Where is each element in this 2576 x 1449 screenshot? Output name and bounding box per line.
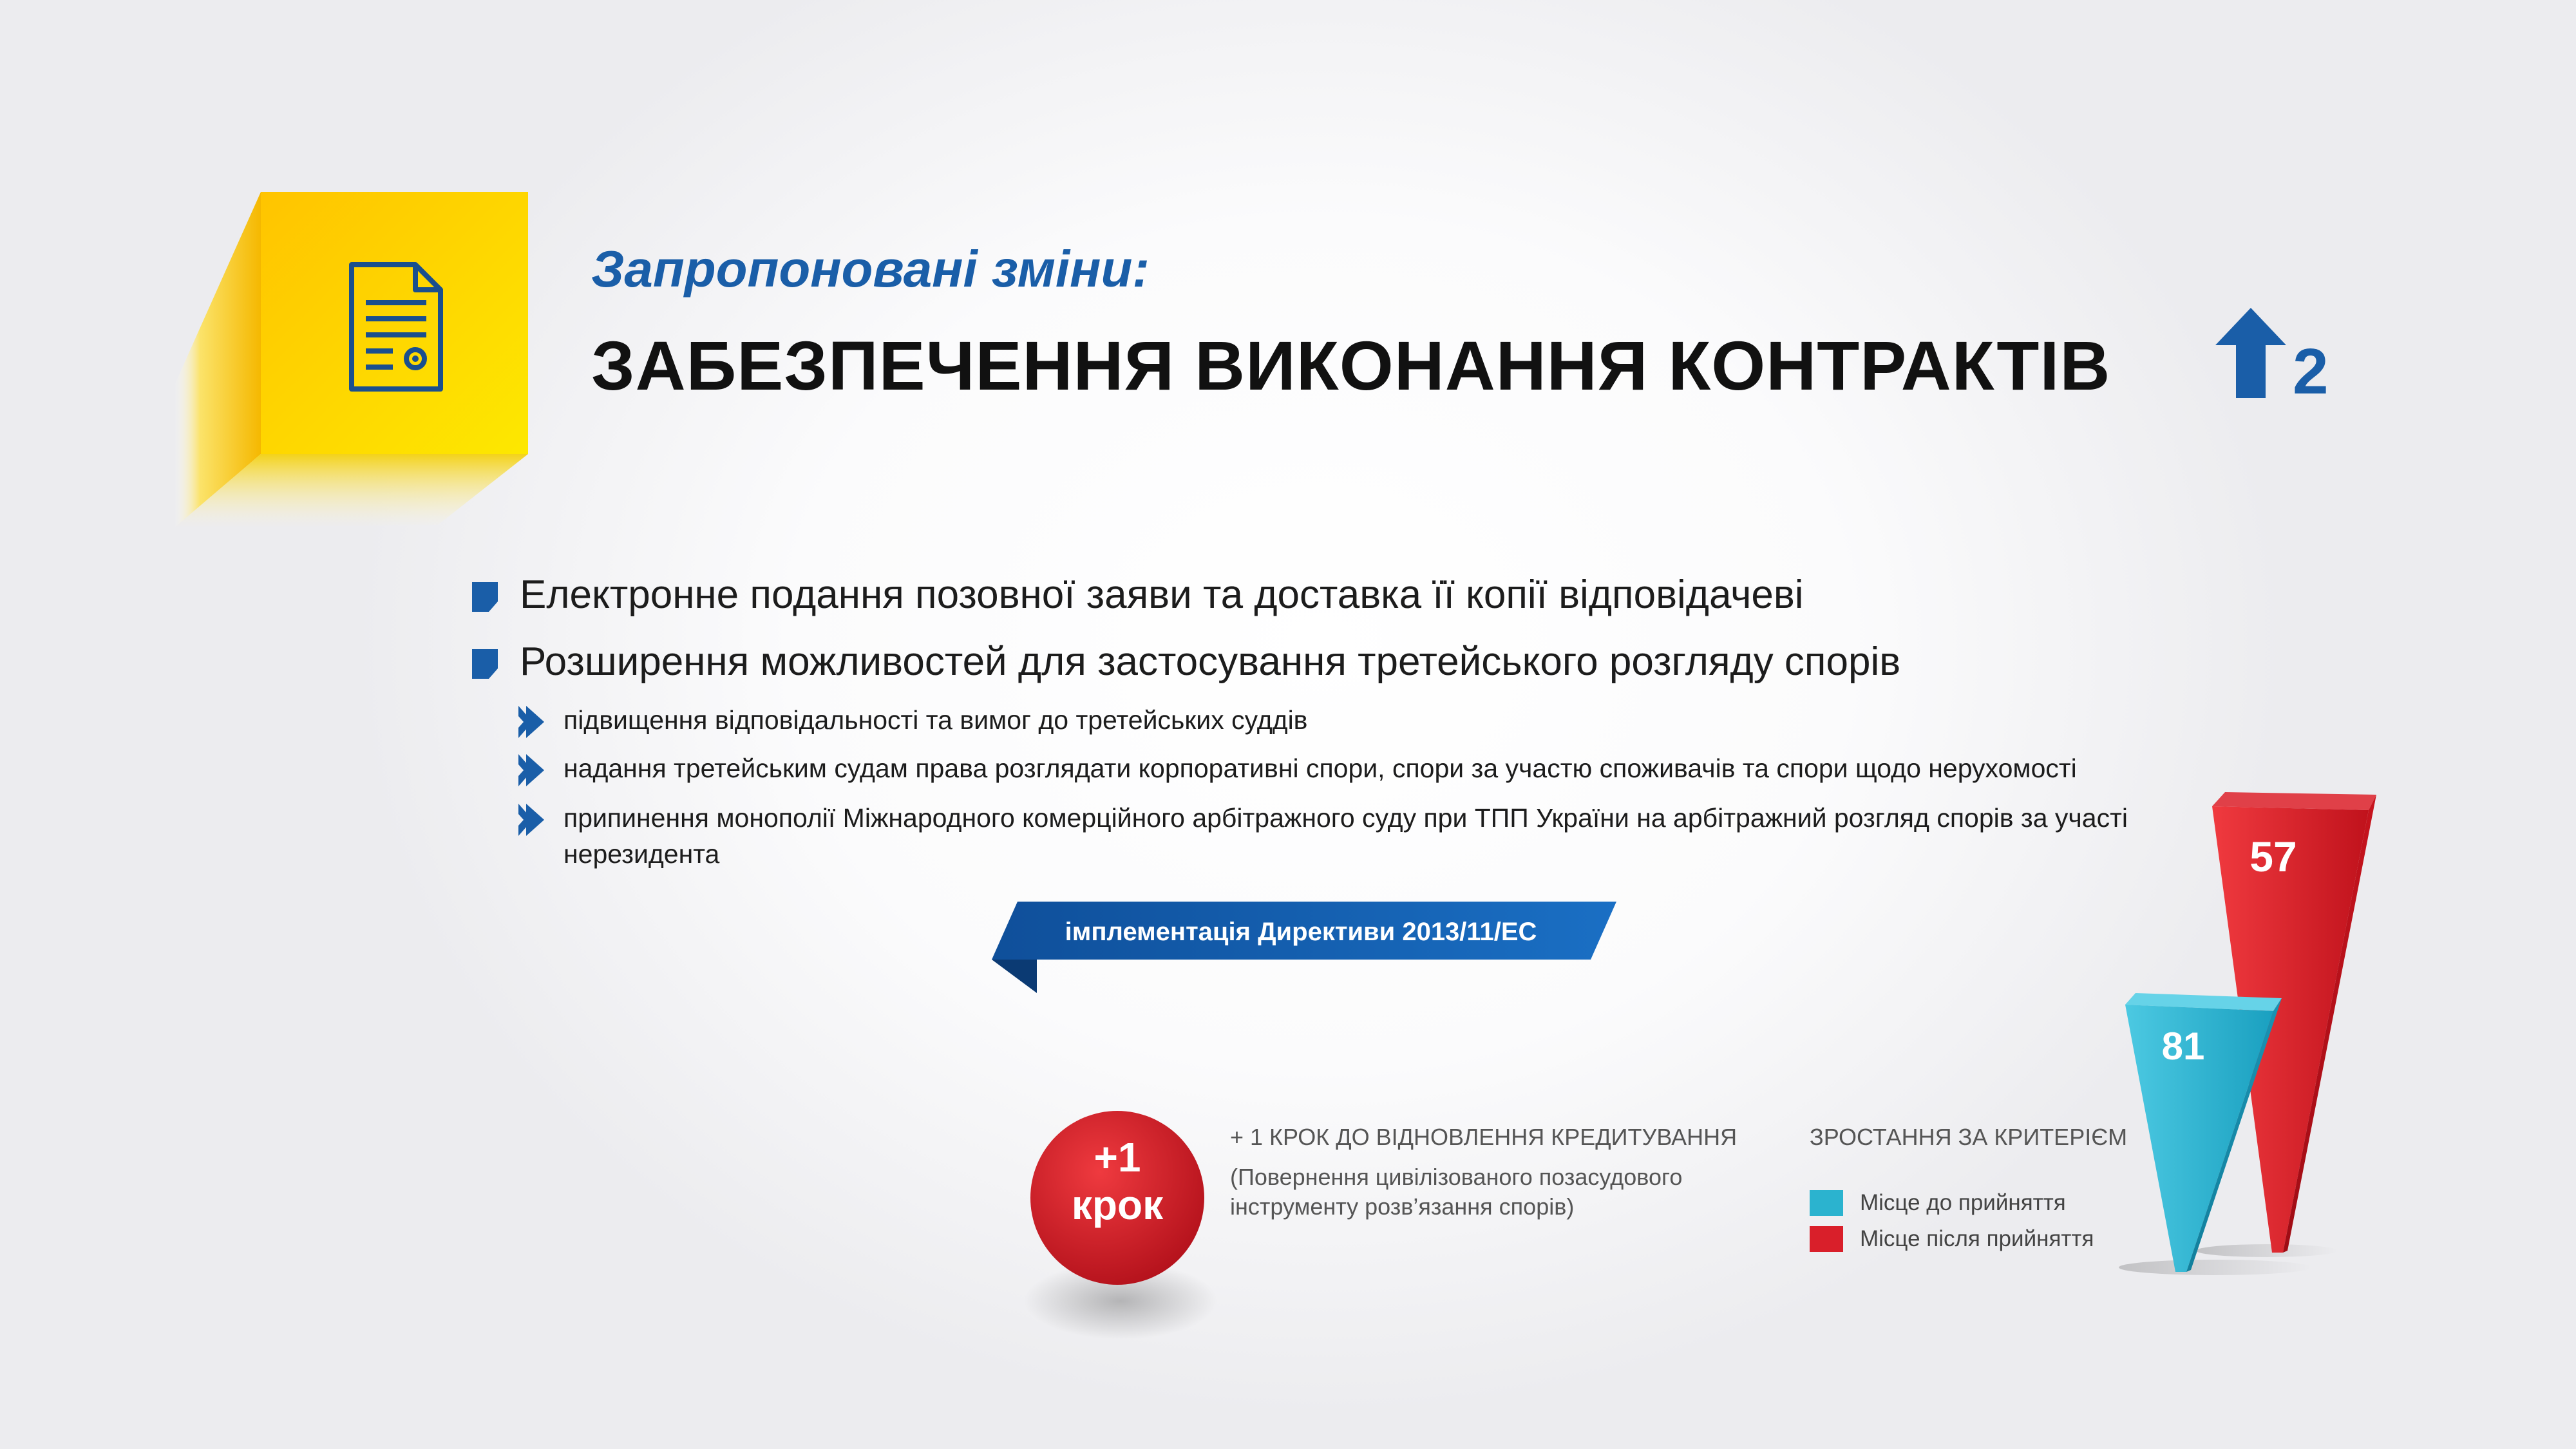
rank-change-value: 2 (2293, 336, 2329, 408)
rank-before-value: 81 (2161, 1025, 2205, 1068)
subtitle: Запропоновані зміни: (591, 240, 1150, 298)
legend-label-after: Місце після прийняття (1860, 1226, 2094, 1251)
bullet-item (472, 572, 1804, 618)
arrow-up-icon (2215, 308, 2286, 398)
bullet-item (472, 639, 1900, 685)
sub-bullet-item (518, 750, 2077, 786)
yellow-cube-decoration (0, 0, 580, 580)
document-icon (348, 261, 444, 393)
legend-swatch-before (1810, 1190, 1843, 1216)
sub-bullet-text: підвищення відповідальності та вимог до третейських суддів (564, 705, 1308, 735)
legend-item-after (1810, 1226, 2094, 1252)
step-circle-line1: +1 (1094, 1134, 1141, 1180)
rank-after-value: 57 (2249, 833, 2297, 880)
sub-bullet-item (518, 702, 1307, 738)
criterion-title: ЗРОСТАННЯ ЗА КРИТЕРІЄМ (1810, 1124, 2128, 1150)
double-chevron-icon (518, 706, 544, 738)
step-circle-text (1030, 1133, 1204, 1229)
page-title: ЗАБЕЗПЕЧЕННЯ ВИКОНАННЯ КОНТРАКТІВ (591, 327, 2111, 404)
bullet-text: Розширення можливостей для застосування третейського розгляду спорів (520, 639, 1901, 684)
bullet-icon (472, 582, 498, 612)
credit-step-title: + 1 КРОК ДО ВІДНОВЛЕННЯ КРЕДИТУВАННЯ (1230, 1124, 1738, 1150)
credit-step-note: (Повернення цивілізованого позасудового інструменту розв’язання спорів) (1230, 1164, 1683, 1220)
double-chevron-icon (518, 754, 544, 786)
sub-bullet-item (518, 800, 2180, 872)
legend-label-before: Місце до прийняття (1860, 1190, 2066, 1215)
double-chevron-icon (518, 804, 544, 836)
legend-swatch-after (1810, 1226, 1843, 1252)
bullet-icon (472, 649, 498, 679)
directive-ribbon-label: імплементація Директиви 2013/11/ЕС (1065, 918, 1537, 946)
legend-item-before (1810, 1190, 2066, 1216)
sub-bullet-text: надання третейським судам права розглядати корпоративні спори, спори за участю споживачів та спори щодо нерухомості (564, 753, 2077, 783)
step-circle-line2: крок (1071, 1182, 1164, 1228)
sub-bullet-text: припинення монополії Міжнародного комерційного арбітражного суду при ТПП України на арбітражний розгляд спорів за участі нерезидента (564, 803, 2128, 869)
bullet-text: Електронне подання позовної заяви та доставка її копії відповідачеві (520, 573, 1804, 617)
